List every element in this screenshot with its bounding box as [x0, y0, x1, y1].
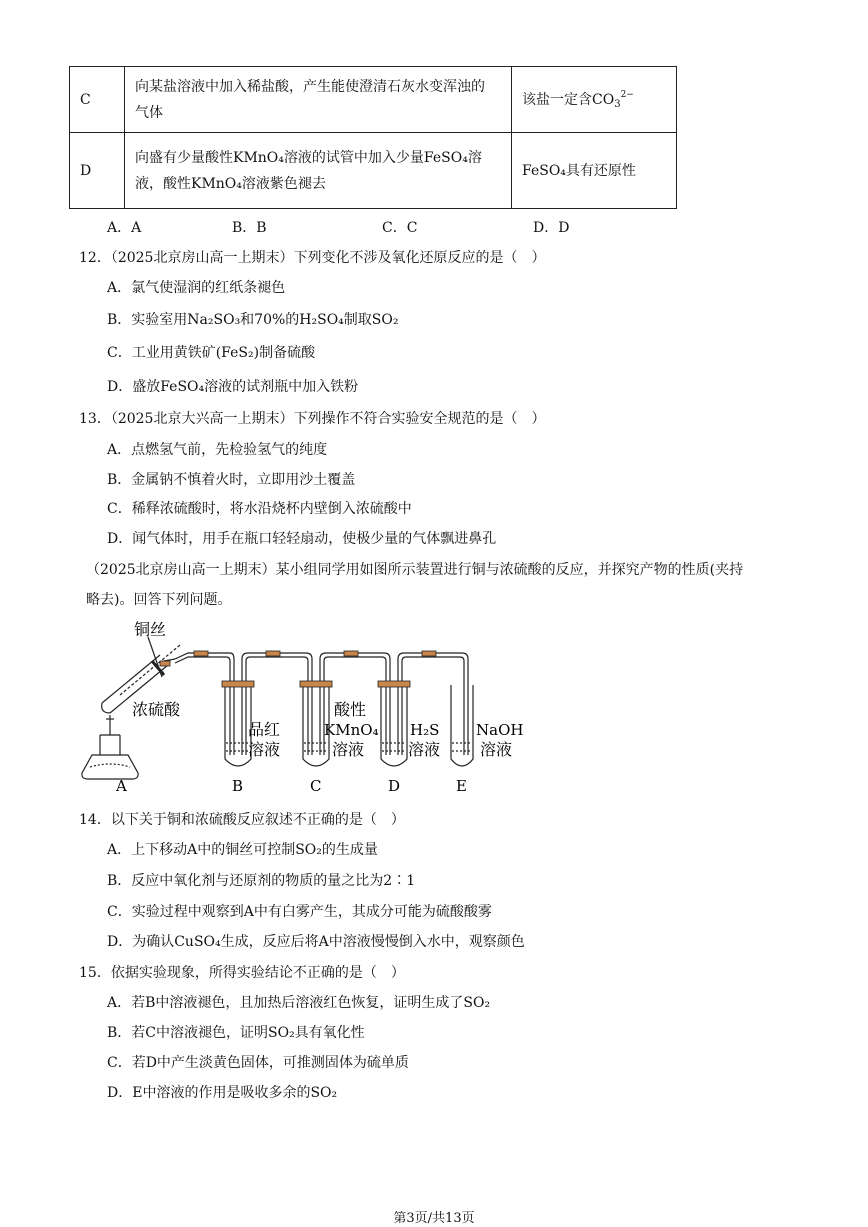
table-cell-conclusion: FeSO₄具有还原性	[512, 133, 677, 209]
q14-option-a: A．上下移动A中的铜丝可控制SO₂的生成量	[107, 842, 378, 858]
joint	[266, 651, 280, 656]
answer-table	[69, 66, 677, 209]
table-cell-conclusion	[512, 67, 677, 133]
page-number: 第3页/共13页	[393, 1211, 475, 1226]
d-label-2: 溶液	[408, 740, 441, 759]
c-label-2: KMnO₄	[324, 721, 379, 739]
q15-option-a: A．若B中溶液褪色，且加热后溶液红色恢复，证明生成了SO₂	[107, 995, 491, 1011]
q12-option-a: A．氯气使湿润的红纸条褪色	[107, 280, 286, 296]
q11-option-b: B．B	[232, 220, 267, 236]
letter-a: A	[116, 777, 127, 795]
stopper-c	[300, 681, 332, 687]
c-label-1: 酸性	[334, 700, 367, 719]
q12-option-b: B．实验室用Na₂SO₃和70%的H₂SO₄制取SO₂	[107, 312, 399, 328]
q13-option-a: A．点燃氢气前，先检验氢气的纯度	[107, 442, 328, 458]
operation-line: 液，酸性KMnO₄溶液紫色褪去	[135, 175, 326, 192]
letter-c: C	[310, 777, 322, 795]
q12-option-d: D．盛放FeSO₄溶液的试剂瓶中加入铁粉	[107, 379, 359, 395]
test-tube-d	[381, 685, 407, 766]
joint	[344, 651, 358, 656]
letter-d: D	[388, 777, 401, 795]
copper-wire-label: 铜丝	[134, 620, 167, 639]
intro-line-1: （2025北京房山高一上期末）某小组同学用如图所示装置进行铜与浓硫酸的反应，并探究产物的性质(夹持	[86, 562, 744, 578]
q12-option-c: C．工业用黄铁矿(FeS₂)制备硫酸	[107, 345, 316, 361]
flask-a	[82, 715, 138, 779]
operation-line: 气体	[135, 104, 163, 121]
apparatus-diagram	[70, 615, 550, 795]
q13-option-d: D．闻气体时，用手在瓶口轻轻扇动，使极少量的气体飘进鼻孔	[107, 531, 497, 547]
table-cell-option: D	[70, 133, 125, 209]
intro-line-2: 略去)。回答下列问题。	[86, 592, 232, 608]
q13-stem: 13．（2025北京大兴高一上期末）下列操作不符合实验安全规范的是（ ）	[79, 411, 546, 427]
d-label-1: H₂S	[410, 721, 440, 739]
operation-line: 向某盐溶液中加入稀盐酸，产生能使澄清石灰水变浑浊的	[135, 78, 485, 95]
q15-stem: 15．依据实验现象，所得实验结论不正确的是（ ）	[79, 965, 405, 981]
c-label-3: 溶液	[332, 740, 365, 759]
table-cell-operation	[125, 67, 512, 133]
q13-option-b: B．金属钠不慎着火时，立即用沙土覆盖	[107, 472, 356, 488]
q15-option-d: D．E中溶液的作用是吸收多余的SO₂	[107, 1085, 338, 1101]
operation-line: 向盛有少量酸性KMnO₄溶液的试管中加入少量FeSO₄溶	[135, 149, 482, 166]
e-label-1: NaOH	[476, 721, 524, 739]
b-label-2: 溶液	[248, 740, 281, 759]
b-label-1: 品红	[248, 720, 281, 739]
letter-e: E	[456, 777, 467, 795]
joint	[422, 651, 436, 656]
joint	[160, 661, 170, 666]
q12-stem: 12．（2025北京房山高一上期末）下列变化不涉及氧化还原反应的是（ ）	[79, 250, 546, 266]
q11-option-d: D．D	[533, 220, 570, 236]
q15-option-b: B．若C中溶液褪色，证明SO₂具有氧化性	[107, 1025, 365, 1041]
joint	[194, 651, 208, 656]
table-cell-option: C	[70, 67, 125, 133]
q11-option-a: A．A	[107, 220, 142, 236]
stopper-d	[378, 681, 410, 687]
q14-option-c: C．实验过程中观察到A中有白雾产生，其成分可能为硫酸酸雾	[107, 904, 492, 920]
e-label-2: 溶液	[480, 740, 513, 759]
q14-option-d: D．为确认CuSO₄生成，反应后将A中溶液慢慢倒入水中，观察颜色	[107, 934, 525, 950]
letter-b: B	[232, 777, 244, 795]
table-row	[70, 133, 677, 209]
q14-stem: 14．以下关于铜和浓硫酸反应叙述不正确的是（ ）	[79, 812, 405, 828]
table-cell-operation	[125, 133, 512, 209]
conclusion-sup: 2−	[620, 89, 634, 100]
q14-option-b: B．反应中氧化剂与还原剂的物质的量之比为2∶1	[107, 873, 416, 889]
stopper-b	[222, 681, 254, 687]
table-row	[70, 67, 677, 133]
q11-option-c: C．C	[382, 220, 418, 236]
test-tube-e	[451, 685, 473, 766]
conc-acid-label: 浓硫酸	[132, 700, 181, 719]
conclusion-text: 该盐一定含CO	[522, 91, 615, 108]
q13-option-c: C．稀释浓硫酸时，将水沿烧杯内壁倒入浓硫酸中	[107, 501, 412, 517]
q15-option-c: C．若D中产生淡黄色固体，可推测固体为硫单质	[107, 1055, 409, 1071]
conclusion-sub: 3	[614, 98, 621, 110]
